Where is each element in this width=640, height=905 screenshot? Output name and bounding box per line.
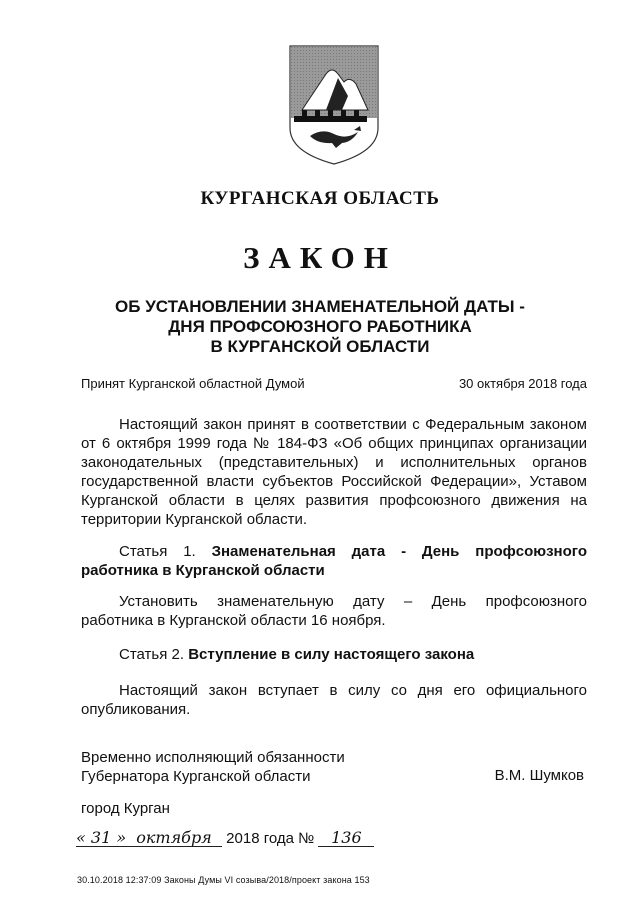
signatory-position [81, 748, 345, 786]
document-footer: 30.10.2018 12:37:09 Законы Думы VI созыва/2018/проект закона 153 [77, 875, 370, 885]
article-2-text: Настоящий закон вступает в силу со дня его официального опубликования. [81, 682, 587, 718]
preamble-paragraph: Настоящий закон принят в соответствии с Федеральным законом от 6 октября 1999 года № 184-ФЗ «Об общих принципах организации законодательных (представительных) и исполнительных органов государственной власти субъектов Российской Федерации», Уставом Курганской области в целях развития профсоюзного движения на территории Курганской области. [81, 416, 587, 528]
signatory-position-line: Временно исполняющий обязанности [81, 749, 345, 766]
article-title: Знаменательная дата - День профсоюзного работника в Курганской области [81, 543, 587, 579]
region-title: КУРГАНСКАЯ ОБЛАСТЬ [200, 188, 440, 209]
handwritten-month: октября [126, 830, 222, 847]
subject-line: ОБ УСТАНОВЛЕНИИ ЗНАМЕНАТЕЛЬНОЙ ДАТЫ - [115, 297, 525, 316]
city-line: город Курган [81, 800, 170, 817]
year-and-number-label: 2018 года № [226, 830, 315, 847]
kurgan-coat-of-arms-icon [288, 44, 380, 166]
article-number: Статья 1. [119, 543, 196, 560]
article-title: Вступление в силу настоящего закона [188, 646, 475, 663]
signing-date-line [76, 830, 374, 847]
adoption-date: 30 октября 2018 года [458, 376, 587, 391]
law-subject-title [0, 297, 640, 357]
article-1-heading [81, 542, 587, 580]
handwritten-law-number: 136 [318, 830, 374, 847]
subject-line: В КУРГАНСКОЙ ОБЛАСТИ [210, 337, 430, 356]
handwritten-day: « 31 » [76, 828, 127, 847]
article-2-heading [81, 645, 587, 664]
signatory-name: В.М. Шумков [494, 767, 584, 784]
article-1-text: Установить знаменательную дату – День профсоюзного работника в Курганской области 16 ноября. [81, 593, 587, 629]
adopted-by: Принят Курганской областной Думой [81, 376, 305, 391]
article-number: Статья 2. [119, 646, 185, 663]
document-type-title: ЗАКОН [243, 240, 397, 275]
subject-line: ДНЯ ПРОФСОЮЗНОГО РАБОТНИКА [168, 317, 472, 336]
signatory-position-line: Губернатора Курганской области [81, 768, 311, 785]
